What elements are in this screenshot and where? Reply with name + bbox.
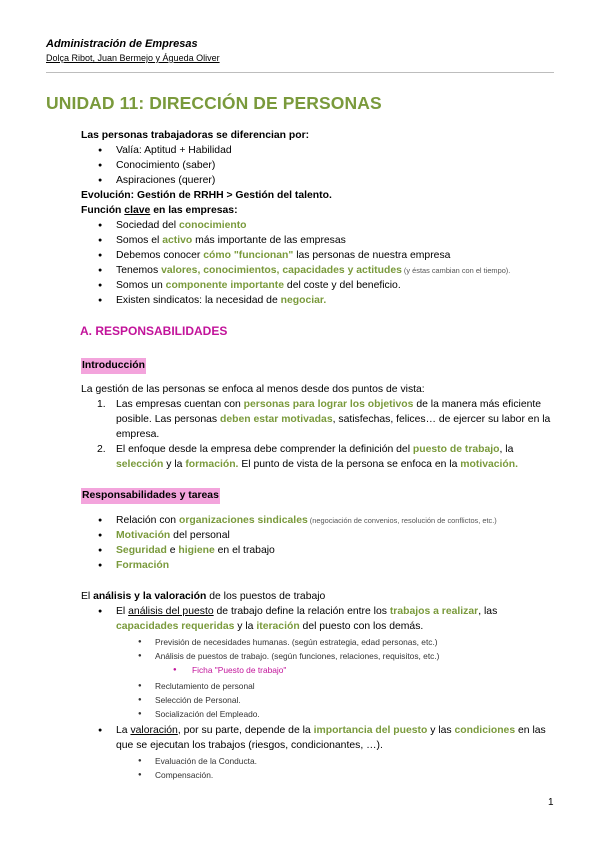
list-item: ● Evaluación de la Conducta. [81,754,553,768]
list-item: ● Relación con organizaciones sindicales (negociación de convenios, resolución de conflictos, etc.) [81,513,553,528]
document-header [46,38,220,64]
analisis-lead: El análisis y la valoración de los puestos de trabajo [81,591,326,602]
viewpoints-list [81,397,553,472]
unit-title: UNIDAD 11: DIRECCIÓN DE PERSONAS [46,93,382,113]
differences-list [81,143,553,188]
section-responsabilidades: A. RESPONSABILIDADES [80,324,228,338]
course-title: Administración de Empresas [46,38,198,50]
list-item: ● Previsión de necesidades humanas. (según estrategia, edad personas, etc.) [81,635,553,649]
list-item: 2. El enfoque desde la empresa debe comprender la definición del puesto de trabajo, la selección y la formación. El punto de vista de la persona se enfoca en la motivación. [97,444,519,470]
list-item: ● Análisis de puestos de trabajo. (según funciones, relaciones, requisitos, etc.) [81,649,553,663]
analisis-sublist-b [81,679,553,721]
intro-block [81,128,553,308]
list-item: ● Seguridad e higiene en el trabajo [81,543,553,558]
page-number: 1 [548,797,554,808]
introduccion-block [81,382,553,472]
list-item: ● Aspiraciones (querer) [81,173,553,188]
valoracion-sublist [81,754,553,782]
list-item: ● Compensación. [81,768,553,782]
analisis-sublist [81,635,553,663]
responsabilidades-block [81,513,553,573]
list-item: ● Sociedad del conocimiento [81,218,553,233]
list-item: ● Tenemos valores, conocimientos, capacidades y actitudes (y éstas cambian con el tiempo). [81,263,553,278]
analisis-block [81,589,553,782]
list-item: ● Debemos conocer cómo "funcionan" las personas de nuestra empresa [81,248,553,263]
intro-lead: Las personas trabajadoras se diferencian por: [81,130,310,141]
evolution-line: Evolución: Gestión de RRHH > Gestión del talento. [81,190,332,201]
authors: Dolça Ribot, Juan Bermejo y Águeda Oliver [46,53,220,63]
list-item: ● Existen sindicatos: la necesidad de negociar. [81,293,553,308]
list-item: ● Conocimiento (saber) [81,158,553,173]
list-item: ● Formación [81,558,553,573]
list-item: ● Somos un componente importante del coste y del beneficio. [81,278,553,293]
list-item: ● Somos el activo más importante de las empresas [81,233,553,248]
list-item: 1. Las empresas cuentan con personas para lograr los objetivos de la manera más eficiente posible. Las personas deben estar motivadas, satisfechas, felices… de ejercer su labor en la empresa. [97,399,551,440]
function-list [81,218,553,308]
header-divider [46,72,554,73]
heading-introduccion: Introducción [81,358,146,374]
tasks-list [81,513,553,573]
list-item: ● Reclutamiento de personal [81,679,553,693]
list-item: ● Valía: Aptitud + Habilidad [81,143,553,158]
analisis-list [81,604,553,634]
valoracion-list [81,723,553,753]
function-line: Función clave en las empresas: [81,205,238,216]
list-item: ● Motivación del personal [81,528,553,543]
introduccion-paragraph: La gestión de las personas se enfoca al menos desde dos puntos de vista: [81,384,425,395]
heading-responsabilidades: Responsabilidades y tareas [81,488,220,504]
list-item: ● La valoración, por su parte, depende de la importancia del puesto y las condiciones en las que se ejecutan los trabajos (riesgos, condicionantes, …). [81,723,553,753]
list-item: ● Socialización del Empleado. [81,707,553,721]
analisis-nested-list [81,663,553,677]
list-item: ● Ficha "Puesto de trabajo" [81,663,553,677]
list-item: ● Selección de Personal. [81,693,553,707]
list-item: ● El análisis del puesto de trabajo define la relación entre los trabajos a realizar, las capacidades requeridas y la iteración del puesto con los demás. [81,604,553,634]
